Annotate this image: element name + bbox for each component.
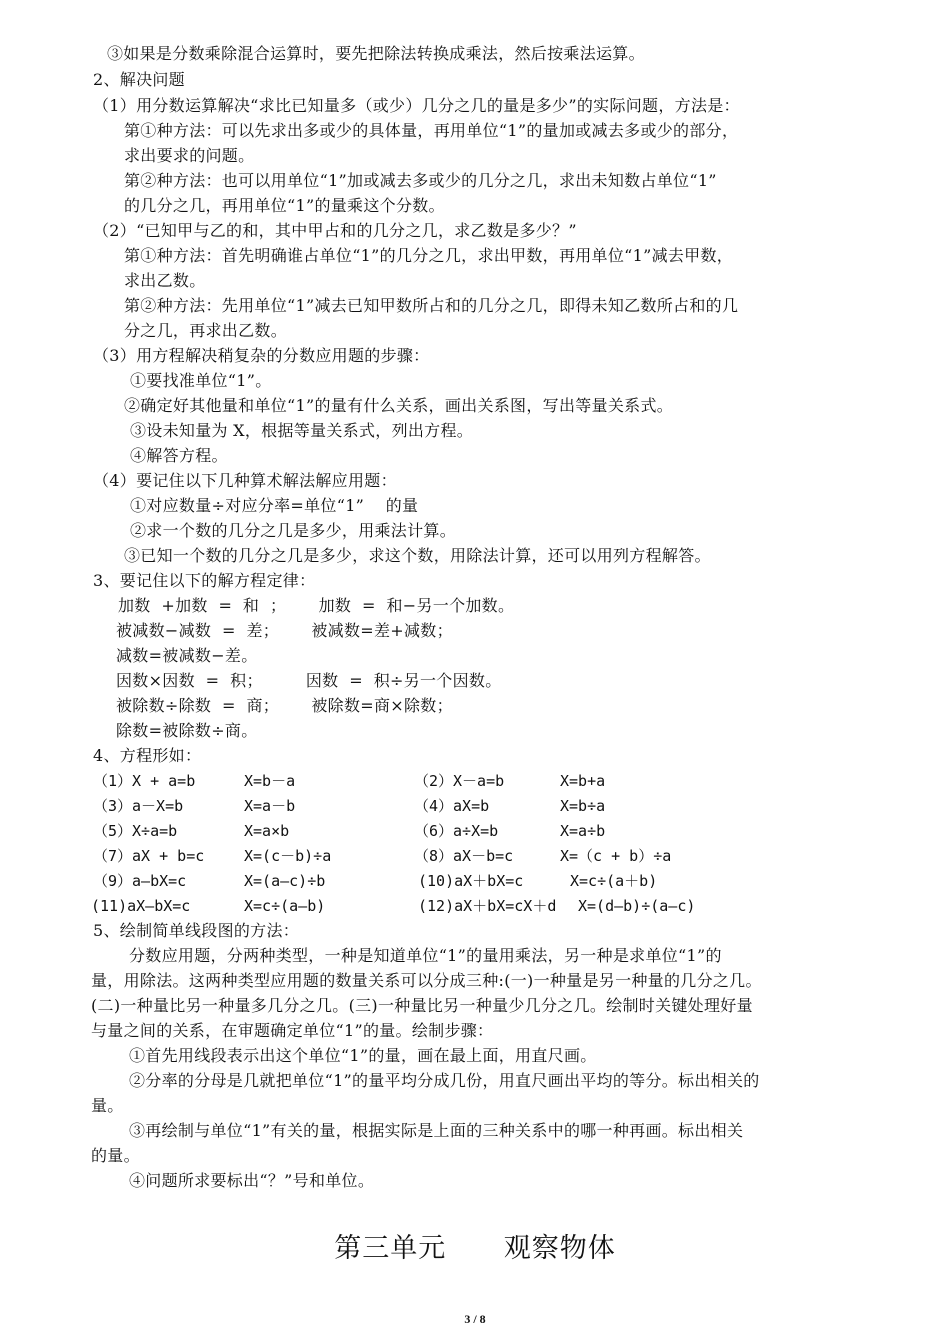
text-line: 第②种方法：也可以用单位“1”加或减去多或少的几分之几，求出未知数占单位“1”: [124, 171, 717, 190]
solution: X=b－a: [244, 772, 296, 790]
solution: X=a－b: [244, 797, 296, 815]
solution: X=c÷(a—b): [244, 897, 326, 915]
equation: （1）X + a=b: [93, 772, 196, 790]
text-line: 分数应用题，分两种类型，一种是知道单位“1”的量用乘法，另一种是求单位“1”的: [129, 946, 722, 965]
text-line: ③再绘制与单位“1”有关的量，根据实际是上面的三种关系中的哪一种再画。标出相关: [129, 1121, 744, 1140]
equation: （9）a—bX=c: [93, 872, 187, 890]
equation: （6）a÷X=b: [414, 822, 499, 840]
equation: (12)aX＋bX=cX＋d: [418, 897, 557, 915]
equation: (11)aX—bX=c: [91, 897, 191, 915]
text-line: 分之几，再求出乙数。: [124, 321, 288, 340]
section-heading: 4、方程形如：: [93, 746, 202, 765]
formula-line: 减数=被减数−差。: [116, 646, 258, 665]
solution: X=（c + b）÷a: [560, 847, 672, 865]
text-line: 第①种方法：可以先求出多或少的具体量，再用单位“1”的量加或减去多或少的部分，: [124, 121, 739, 140]
text-line: （1）用分数运算解决“求比已知量多（或少）几分之几的量是多少”的实际问题，方法是：: [93, 96, 740, 115]
text-line: ②求一个数的几分之几是多少，用乘法计算。: [130, 521, 457, 540]
text-line: ③已知一个数的几分之几是多少，求这个数，用除法计算，还可以用列方程解答。: [124, 546, 711, 565]
formula-line: 被除数÷除数 = 商； 被除数=商×除数；: [116, 696, 453, 715]
formula-line: 因数×因数 = 积； 因数 = 积÷另一个因数。: [116, 671, 502, 690]
formula-line: 加数 +加数 = 和 ； 加数 = 和−另一个加数。: [118, 596, 515, 615]
section-heading: 2、解决问题: [93, 70, 185, 89]
text-line: ④问题所求要标出“？”号和单位。: [129, 1171, 375, 1190]
solution: X=b+a: [560, 772, 606, 790]
equation: （3）a－X=b: [93, 797, 184, 815]
text-line: 与量之间的关系，在审题确定单位“1”的量。绘制步骤：: [91, 1021, 494, 1040]
solution: X=c÷(a＋b): [570, 872, 658, 890]
solution: X=a×b: [244, 822, 290, 840]
solution: X=b÷a: [560, 797, 606, 815]
page-number: 3 / 8: [464, 1312, 486, 1326]
solution: X=(d—b)÷(a—c): [578, 897, 696, 915]
solution: X=(c－b)÷a: [244, 847, 332, 865]
text-line: ②分率的分母是几就把单位“1”的量平均分成几份，用直尺画出平均的等分。标出相关的: [129, 1071, 760, 1090]
equation: （7）aX + b=c: [93, 847, 205, 865]
text-line: 量，用除法。这两种类型应用题的数量关系可以分成三种:(一)一种量是另一种量的几分之几。: [91, 971, 762, 990]
text-line: (二)一种量比另一种量多几分之几。(三)一种量比另一种量少几分之几。绘制时关键处理好量: [91, 996, 753, 1015]
text-line: ①对应数量÷对应分率=单位“1” 的量: [130, 496, 419, 515]
section-heading: 5、绘制简单线段图的方法：: [93, 921, 300, 940]
equation: (10)aX＋bX=c: [418, 872, 524, 890]
solution: X=(a—c)÷b: [244, 872, 326, 890]
text-line: 第①种方法：首先明确谁占单位“1”的几分之几，求出甲数，再用单位“1”减去甲数，: [124, 246, 734, 265]
equation: （4）aX=b: [414, 797, 490, 815]
text-line: ①首先用线段表示出这个单位“1”的量，画在最上面，用直尺画。: [129, 1046, 597, 1065]
text-line: ①要找准单位“1”。: [130, 371, 272, 390]
text-line: （4）要记住以下几种算术解法解应用题：: [93, 471, 397, 490]
text-line: ③如果是分数乘除混合运算时，要先把除法转换成乘法，然后按乘法运算。: [107, 44, 645, 63]
equation: （8）aX－b=c: [414, 847, 514, 865]
text-line: 求出乙数。: [124, 271, 206, 290]
text-line: 的量。: [91, 1146, 140, 1165]
text-line: 量。: [91, 1096, 124, 1115]
section-heading: 3、要记住以下的解方程定律：: [93, 571, 316, 590]
text-line: （3）用方程解决稍复杂的分数应用题的步骤：: [93, 346, 430, 365]
text-line: 第②种方法：先用单位“1”减去已知甲数所占和的几分之几，即得未知乙数所占和的几: [124, 296, 739, 315]
formula-line: 除数=被除数÷商。: [116, 721, 258, 740]
text-line: ②确定好其他量和单位“1”的量有什么关系，画出关系图，写出等量关系式。: [124, 396, 674, 415]
formula-line: 被减数−减数 = 差； 被减数=差+减数；: [116, 621, 453, 640]
unit-title: 第三单元 观察物体: [334, 1233, 616, 1264]
text-line: （2）“已知甲与乙的和，其中甲占和的几分之几，求乙数是多少？”: [93, 221, 577, 240]
equation: （5）X÷a=b: [93, 822, 178, 840]
text-line: 求出要求的问题。: [124, 146, 255, 165]
text-line: ④解答方程。: [130, 446, 228, 465]
text-line: 的几分之几，再用单位“1”的量乘这个分数。: [124, 196, 445, 215]
text-line: ③设未知量为 X，根据等量关系式，列出方程。: [130, 421, 474, 440]
solution: X=a÷b: [560, 822, 606, 840]
equation: （2）X－a=b: [414, 772, 505, 790]
